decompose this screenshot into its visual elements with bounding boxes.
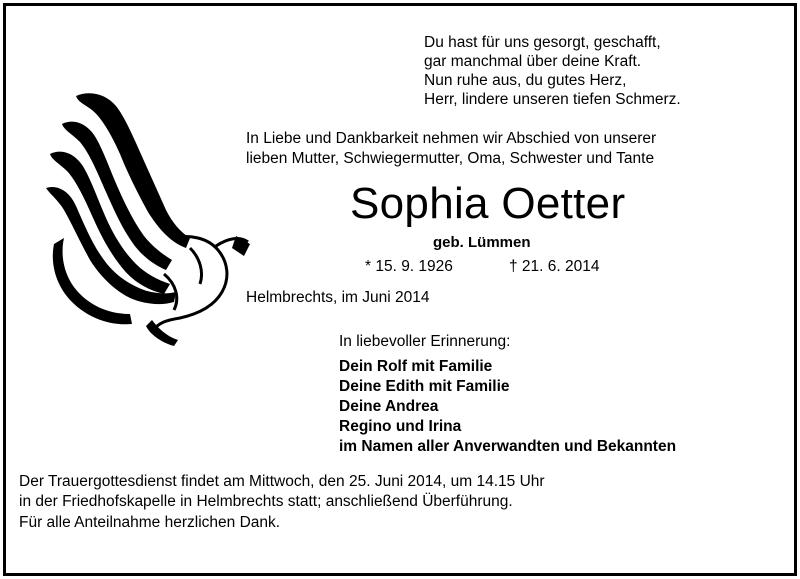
birth-date: * 15. 9. 1926 [365,258,453,275]
service-info [19,472,545,512]
intro-line: lieben Mutter, Schwiegermutter, Oma, Schwester und Tante [246,150,655,167]
poem [424,33,681,109]
deceased-name: Sophia Oetter [350,179,626,228]
mourner: Deine Andrea [339,398,439,415]
service-line: Der Trauergottesdienst findet am Mittwoch, den 25. Juni 2014, um 14.15 Uhr [19,473,545,490]
service-line: in der Friedhofskapelle in Helmbrechts statt; anschließend Überführung. [19,493,513,510]
mourner: Regino und Irina [339,418,462,435]
mourner: Dein Rolf mit Familie [339,358,493,375]
place-date: Helmbrechts, im Juni 2014 [246,289,430,306]
maiden-name: geb. Lümmen [433,234,531,251]
intro-text [246,129,656,169]
poem-line: Du hast für uns gesorgt, geschafft, [424,34,661,51]
poem-line: gar manchmal über deine Kraft. [424,53,642,70]
mourner: Deine Edith mit Familie [339,378,510,395]
mourner: im Namen aller Anverwandten und Bekannten [339,438,677,455]
mourners-list [339,357,676,457]
thanks-note: Für alle Anteilnahme herzlichen Dank. [19,514,281,531]
intro-line: In Liebe und Dankbarkeit nehmen wir Abschied von unserer [246,130,657,147]
poem-line: Herr, lindere unseren tiefen Schmerz. [424,91,681,108]
poem-line: Nun ruhe aus, du gutes Herz, [424,72,627,89]
praying-hands-icon [40,88,258,348]
memory-heading: In liebevoller Erinnerung: [339,333,511,350]
death-date: † 21. 6. 2014 [509,258,600,275]
